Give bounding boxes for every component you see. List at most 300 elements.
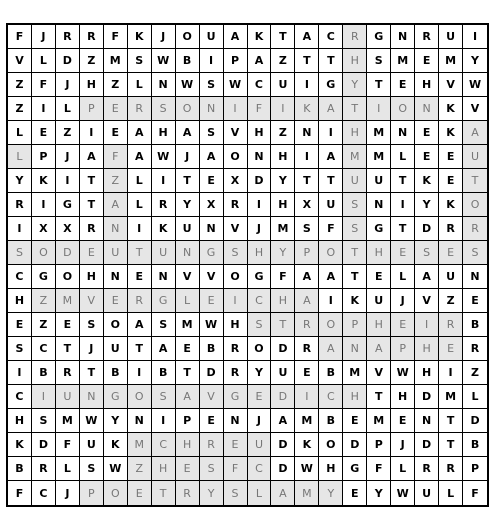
grid-cell[interactable]: A xyxy=(319,265,343,289)
grid-cell[interactable]: T xyxy=(439,433,463,457)
grid-cell[interactable]: S xyxy=(343,217,367,241)
grid-cell[interactable]: C xyxy=(8,385,32,409)
grid-cell[interactable]: T xyxy=(391,169,415,193)
grid-cell[interactable]: C xyxy=(319,385,343,409)
grid-cell[interactable]: X xyxy=(224,169,248,193)
grid-cell[interactable]: G xyxy=(152,289,176,313)
grid-cell[interactable]: Y xyxy=(271,169,295,193)
grid-cell[interactable]: U xyxy=(104,241,128,265)
grid-cell[interactable]: T xyxy=(319,49,343,73)
grid-cell[interactable]: W xyxy=(200,313,224,337)
grid-cell[interactable]: T xyxy=(295,49,319,73)
grid-cell[interactable]: K xyxy=(32,169,56,193)
grid-cell[interactable]: J xyxy=(32,25,56,49)
grid-cell[interactable]: H xyxy=(343,121,367,145)
grid-cell[interactable]: O xyxy=(32,241,56,265)
grid-cell[interactable]: N xyxy=(343,337,367,361)
grid-cell[interactable]: A xyxy=(295,289,319,313)
grid-cell[interactable]: E xyxy=(415,49,439,73)
grid-cell[interactable]: T xyxy=(319,169,343,193)
grid-cell[interactable]: T xyxy=(439,409,463,433)
grid-cell[interactable]: T xyxy=(367,385,391,409)
grid-cell[interactable]: Z xyxy=(32,313,56,337)
grid-cell[interactable]: H xyxy=(176,433,200,457)
grid-cell[interactable]: L xyxy=(248,481,272,505)
grid-cell[interactable]: A xyxy=(415,265,439,289)
grid-cell[interactable]: S xyxy=(224,481,248,505)
grid-cell[interactable]: J xyxy=(56,145,80,169)
grid-cell[interactable]: S xyxy=(152,385,176,409)
grid-cell[interactable]: A xyxy=(463,121,487,145)
grid-cell[interactable]: W xyxy=(80,409,104,433)
grid-cell[interactable]: E xyxy=(224,433,248,457)
grid-cell[interactable]: R xyxy=(8,193,32,217)
grid-cell[interactable]: R xyxy=(176,481,200,505)
grid-cell[interactable]: P xyxy=(80,97,104,121)
grid-cell[interactable]: U xyxy=(200,25,224,49)
grid-cell[interactable]: E xyxy=(176,457,200,481)
grid-cell[interactable]: T xyxy=(128,337,152,361)
grid-cell[interactable]: S xyxy=(248,313,272,337)
grid-cell[interactable]: K xyxy=(439,193,463,217)
grid-cell[interactable]: R xyxy=(415,25,439,49)
grid-cell[interactable]: N xyxy=(80,385,104,409)
grid-cell[interactable]: U xyxy=(319,193,343,217)
grid-cell[interactable]: G xyxy=(319,73,343,97)
grid-cell[interactable]: S xyxy=(224,241,248,265)
grid-cell[interactable]: G xyxy=(224,385,248,409)
grid-cell[interactable]: I xyxy=(271,97,295,121)
grid-cell[interactable]: O xyxy=(463,193,487,217)
grid-cell[interactable]: N xyxy=(367,193,391,217)
grid-cell[interactable]: N xyxy=(224,409,248,433)
grid-cell[interactable]: H xyxy=(367,241,391,265)
grid-cell[interactable]: X xyxy=(200,193,224,217)
grid-cell[interactable]: L xyxy=(391,265,415,289)
grid-cell[interactable]: I xyxy=(32,97,56,121)
grid-cell[interactable]: C xyxy=(248,457,272,481)
grid-cell[interactable]: E xyxy=(391,313,415,337)
grid-cell[interactable]: I xyxy=(32,385,56,409)
grid-cell[interactable]: V xyxy=(367,361,391,385)
grid-cell[interactable]: L xyxy=(391,145,415,169)
grid-cell[interactable]: U xyxy=(248,433,272,457)
grid-cell[interactable]: E xyxy=(56,313,80,337)
grid-cell[interactable]: Y xyxy=(200,481,224,505)
grid-cell[interactable]: A xyxy=(200,145,224,169)
grid-cell[interactable]: N xyxy=(415,97,439,121)
grid-cell[interactable]: H xyxy=(224,313,248,337)
grid-cell[interactable]: M xyxy=(439,385,463,409)
grid-cell[interactable]: A xyxy=(248,49,272,73)
grid-cell[interactable]: U xyxy=(176,217,200,241)
grid-cell[interactable]: I xyxy=(391,193,415,217)
grid-cell[interactable]: B xyxy=(32,361,56,385)
grid-cell[interactable]: D xyxy=(32,433,56,457)
grid-cell[interactable]: A xyxy=(104,193,128,217)
grid-cell[interactable]: A xyxy=(176,121,200,145)
grid-cell[interactable]: D xyxy=(56,241,80,265)
grid-cell[interactable]: J xyxy=(152,25,176,49)
grid-cell[interactable]: I xyxy=(128,361,152,385)
grid-cell[interactable]: M xyxy=(295,409,319,433)
grid-cell[interactable]: S xyxy=(80,457,104,481)
grid-cell[interactable]: R xyxy=(343,25,367,49)
grid-cell[interactable]: H xyxy=(391,385,415,409)
grid-cell[interactable]: N xyxy=(176,241,200,265)
grid-cell[interactable]: W xyxy=(104,457,128,481)
grid-cell[interactable]: N xyxy=(200,97,224,121)
grid-cell[interactable]: H xyxy=(271,145,295,169)
grid-cell[interactable]: L xyxy=(8,145,32,169)
grid-cell[interactable]: H xyxy=(415,73,439,97)
grid-cell[interactable]: S xyxy=(80,313,104,337)
grid-cell[interactable]: P xyxy=(367,433,391,457)
grid-cell[interactable]: P xyxy=(463,457,487,481)
grid-cell[interactable]: I xyxy=(295,73,319,97)
grid-cell[interactable]: R xyxy=(295,313,319,337)
grid-cell[interactable]: E xyxy=(391,409,415,433)
grid-cell[interactable]: E xyxy=(200,289,224,313)
grid-cell[interactable]: O xyxy=(319,241,343,265)
grid-cell[interactable]: H xyxy=(271,289,295,313)
grid-cell[interactable]: B xyxy=(104,361,128,385)
grid-cell[interactable]: I xyxy=(415,313,439,337)
grid-cell[interactable]: E xyxy=(200,169,224,193)
grid-cell[interactable]: S xyxy=(200,121,224,145)
grid-cell[interactable]: D xyxy=(343,433,367,457)
grid-cell[interactable]: R xyxy=(56,25,80,49)
grid-cell[interactable]: Z xyxy=(80,49,104,73)
grid-cell[interactable]: W xyxy=(391,481,415,505)
grid-cell[interactable]: R xyxy=(295,337,319,361)
grid-cell[interactable]: T xyxy=(56,337,80,361)
grid-cell[interactable]: G xyxy=(200,241,224,265)
grid-cell[interactable]: N xyxy=(152,265,176,289)
grid-cell[interactable]: E xyxy=(80,241,104,265)
grid-cell[interactable]: K xyxy=(439,121,463,145)
grid-cell[interactable]: E xyxy=(463,289,487,313)
grid-cell[interactable]: E xyxy=(343,481,367,505)
grid-cell[interactable]: M xyxy=(128,433,152,457)
grid-cell[interactable]: Z xyxy=(104,169,128,193)
grid-cell[interactable]: Y xyxy=(319,481,343,505)
grid-cell[interactable]: M xyxy=(176,313,200,337)
grid-cell[interactable]: T xyxy=(176,169,200,193)
grid-cell[interactable]: W xyxy=(176,73,200,97)
grid-cell[interactable]: I xyxy=(463,25,487,49)
grid-cell[interactable]: O xyxy=(176,97,200,121)
grid-cell[interactable]: J xyxy=(56,481,80,505)
grid-cell[interactable]: S xyxy=(295,217,319,241)
grid-cell[interactable]: K xyxy=(128,25,152,49)
grid-cell[interactable]: H xyxy=(80,73,104,97)
grid-cell[interactable]: T xyxy=(152,481,176,505)
grid-cell[interactable]: V xyxy=(176,265,200,289)
grid-cell[interactable]: F xyxy=(56,433,80,457)
grid-cell[interactable]: V xyxy=(463,97,487,121)
grid-cell[interactable]: Y xyxy=(176,193,200,217)
grid-cell[interactable]: D xyxy=(415,385,439,409)
grid-cell[interactable]: D xyxy=(415,217,439,241)
grid-cell[interactable]: O xyxy=(176,25,200,49)
grid-cell[interactable]: B xyxy=(152,361,176,385)
grid-cell[interactable]: C xyxy=(8,265,32,289)
grid-cell[interactable]: F xyxy=(271,265,295,289)
grid-cell[interactable]: O xyxy=(224,145,248,169)
grid-cell[interactable]: S xyxy=(8,241,32,265)
grid-cell[interactable]: S xyxy=(8,337,32,361)
grid-cell[interactable]: O xyxy=(391,97,415,121)
grid-cell[interactable]: C xyxy=(248,73,272,97)
grid-cell[interactable]: S xyxy=(152,313,176,337)
grid-cell[interactable]: M xyxy=(56,289,80,313)
grid-cell[interactable]: A xyxy=(128,121,152,145)
grid-cell[interactable]: L xyxy=(8,121,32,145)
grid-cell[interactable]: E xyxy=(415,121,439,145)
grid-cell[interactable]: T xyxy=(80,193,104,217)
grid-cell[interactable]: B xyxy=(176,49,200,73)
grid-cell[interactable]: Z xyxy=(128,457,152,481)
grid-cell[interactable]: C xyxy=(152,433,176,457)
grid-cell[interactable]: N xyxy=(152,73,176,97)
grid-cell[interactable]: N xyxy=(104,217,128,241)
grid-cell[interactable]: V xyxy=(80,289,104,313)
grid-cell[interactable]: R xyxy=(80,25,104,49)
grid-cell[interactable]: M xyxy=(56,409,80,433)
grid-cell[interactable]: F xyxy=(8,481,32,505)
grid-cell[interactable]: E xyxy=(248,385,272,409)
grid-cell[interactable]: S xyxy=(128,49,152,73)
grid-cell[interactable]: I xyxy=(439,361,463,385)
grid-cell[interactable]: C xyxy=(319,25,343,49)
grid-cell[interactable]: Y xyxy=(271,241,295,265)
grid-cell[interactable]: I xyxy=(295,145,319,169)
grid-cell[interactable]: L xyxy=(128,193,152,217)
grid-cell[interactable]: V xyxy=(8,49,32,73)
grid-cell[interactable]: H xyxy=(343,385,367,409)
grid-cell[interactable]: E xyxy=(439,241,463,265)
grid-cell[interactable]: R xyxy=(152,193,176,217)
grid-cell[interactable]: M xyxy=(367,121,391,145)
grid-cell[interactable]: D xyxy=(271,457,295,481)
grid-cell[interactable]: L xyxy=(56,97,80,121)
grid-cell[interactable]: L xyxy=(32,49,56,73)
grid-cell[interactable]: S xyxy=(463,241,487,265)
grid-cell[interactable]: U xyxy=(343,169,367,193)
grid-cell[interactable]: V xyxy=(224,217,248,241)
grid-cell[interactable]: Y xyxy=(343,73,367,97)
grid-cell[interactable]: L xyxy=(391,457,415,481)
grid-cell[interactable]: M xyxy=(343,145,367,169)
grid-cell[interactable]: C xyxy=(248,289,272,313)
grid-cell[interactable]: N xyxy=(391,121,415,145)
grid-cell[interactable]: R xyxy=(224,361,248,385)
grid-cell[interactable]: S xyxy=(367,49,391,73)
grid-cell[interactable]: N xyxy=(463,265,487,289)
grid-cell[interactable]: U xyxy=(80,433,104,457)
grid-cell[interactable]: A xyxy=(271,481,295,505)
grid-cell[interactable]: S xyxy=(152,97,176,121)
grid-cell[interactable]: M xyxy=(295,481,319,505)
grid-cell[interactable]: Z xyxy=(271,121,295,145)
grid-cell[interactable]: I xyxy=(367,97,391,121)
grid-cell[interactable]: E xyxy=(439,169,463,193)
grid-cell[interactable]: S xyxy=(200,73,224,97)
grid-cell[interactable]: R xyxy=(439,313,463,337)
grid-cell[interactable]: W xyxy=(152,145,176,169)
grid-cell[interactable]: V xyxy=(200,385,224,409)
grid-cell[interactable]: A xyxy=(224,25,248,49)
grid-cell[interactable]: R xyxy=(80,217,104,241)
grid-cell[interactable]: T xyxy=(295,169,319,193)
grid-cell[interactable]: P xyxy=(32,145,56,169)
grid-cell[interactable]: D xyxy=(200,361,224,385)
grid-cell[interactable]: O xyxy=(128,385,152,409)
grid-cell[interactable]: D xyxy=(463,409,487,433)
grid-cell[interactable]: Y xyxy=(248,361,272,385)
grid-cell[interactable]: F xyxy=(248,97,272,121)
grid-cell[interactable]: H xyxy=(80,265,104,289)
grid-cell[interactable]: E xyxy=(104,97,128,121)
grid-cell[interactable]: E xyxy=(104,121,128,145)
grid-cell[interactable]: F xyxy=(224,457,248,481)
grid-cell[interactable]: A xyxy=(271,409,295,433)
grid-cell[interactable]: A xyxy=(176,385,200,409)
grid-cell[interactable]: H xyxy=(152,457,176,481)
grid-cell[interactable]: U xyxy=(56,385,80,409)
grid-cell[interactable]: U xyxy=(439,265,463,289)
grid-cell[interactable]: T xyxy=(343,97,367,121)
grid-cell[interactable]: F xyxy=(471,486,479,500)
grid-cell[interactable]: R xyxy=(224,337,248,361)
grid-cell[interactable]: G xyxy=(248,265,272,289)
grid-cell[interactable]: X xyxy=(32,217,56,241)
grid-cell[interactable]: T xyxy=(176,361,200,385)
grid-cell[interactable]: P xyxy=(176,409,200,433)
grid-cell[interactable]: J xyxy=(80,337,104,361)
grid-cell[interactable]: E xyxy=(391,241,415,265)
grid-cell[interactable]: I xyxy=(224,289,248,313)
grid-cell[interactable]: A xyxy=(319,97,343,121)
grid-cell[interactable]: J xyxy=(248,217,272,241)
grid-cell[interactable]: E xyxy=(343,409,367,433)
grid-cell[interactable]: U xyxy=(367,289,391,313)
grid-cell[interactable]: H xyxy=(343,49,367,73)
grid-cell[interactable]: K xyxy=(104,433,128,457)
grid-cell[interactable]: B xyxy=(463,433,487,457)
grid-cell[interactable]: R xyxy=(415,457,439,481)
grid-cell[interactable]: K xyxy=(152,217,176,241)
grid-cell[interactable]: T xyxy=(271,25,295,49)
grid-cell[interactable]: R xyxy=(128,289,152,313)
grid-cell[interactable]: F xyxy=(8,25,32,49)
grid-cell[interactable]: H xyxy=(271,193,295,217)
grid-cell[interactable]: V xyxy=(200,265,224,289)
grid-cell[interactable]: A xyxy=(128,145,152,169)
grid-cell[interactable]: K xyxy=(295,97,319,121)
grid-cell[interactable]: S xyxy=(200,457,224,481)
grid-cell[interactable]: R xyxy=(56,361,80,385)
grid-cell[interactable]: Z xyxy=(104,73,128,97)
grid-cell[interactable]: W xyxy=(295,457,319,481)
grid-cell[interactable]: O xyxy=(248,337,272,361)
grid-cell[interactable]: B xyxy=(319,409,343,433)
grid-cell[interactable]: K xyxy=(295,433,319,457)
grid-cell[interactable]: W xyxy=(463,73,487,97)
grid-cell[interactable]: N xyxy=(415,409,439,433)
grid-cell[interactable]: Z xyxy=(8,97,32,121)
grid-cell[interactable]: Z xyxy=(463,361,487,385)
grid-cell[interactable]: H xyxy=(415,361,439,385)
grid-cell[interactable]: D xyxy=(248,169,272,193)
grid-cell[interactable]: O xyxy=(319,313,343,337)
grid-cell[interactable]: I xyxy=(128,217,152,241)
grid-cell[interactable]: U xyxy=(415,481,439,505)
grid-cell[interactable]: U xyxy=(271,361,295,385)
grid-cell[interactable]: Z xyxy=(271,49,295,73)
grid-cell[interactable]: L xyxy=(439,481,463,505)
grid-cell[interactable]: N xyxy=(295,121,319,145)
grid-cell[interactable]: G xyxy=(32,265,56,289)
grid-cell[interactable]: E xyxy=(200,409,224,433)
grid-cell[interactable]: O xyxy=(224,265,248,289)
grid-cell[interactable]: D xyxy=(56,49,80,73)
grid-cell[interactable]: T xyxy=(343,265,367,289)
grid-cell[interactable]: A xyxy=(128,313,152,337)
grid-cell[interactable]: I xyxy=(80,121,104,145)
grid-cell[interactable]: W xyxy=(391,361,415,385)
grid-cell[interactable]: J xyxy=(248,409,272,433)
grid-cell[interactable]: M xyxy=(271,217,295,241)
grid-cell[interactable]: M xyxy=(367,409,391,433)
grid-cell[interactable]: Y xyxy=(8,169,32,193)
grid-cell[interactable]: O xyxy=(319,433,343,457)
grid-cell[interactable]: F xyxy=(367,457,391,481)
grid-cell[interactable]: W xyxy=(152,49,176,73)
grid-cell[interactable]: A xyxy=(152,337,176,361)
grid-cell[interactable]: I xyxy=(8,217,32,241)
grid-cell[interactable]: S xyxy=(343,193,367,217)
grid-cell[interactable]: R xyxy=(463,217,487,241)
grid-cell[interactable]: N xyxy=(128,409,152,433)
grid-cell[interactable]: D xyxy=(271,337,295,361)
grid-cell[interactable]: T xyxy=(367,73,391,97)
grid-cell[interactable]: E xyxy=(367,265,391,289)
grid-cell[interactable]: S xyxy=(32,409,56,433)
grid-cell[interactable]: K xyxy=(343,289,367,313)
grid-cell[interactable]: U xyxy=(439,25,463,49)
grid-cell[interactable]: Z xyxy=(56,121,80,145)
grid-cell[interactable]: B xyxy=(8,457,32,481)
grid-cell[interactable]: J xyxy=(56,73,80,97)
grid-cell[interactable]: J xyxy=(391,289,415,313)
grid-cell[interactable]: Y xyxy=(104,409,128,433)
grid-cell[interactable]: B xyxy=(463,313,487,337)
grid-cell[interactable]: P xyxy=(343,313,367,337)
grid-cell[interactable]: H xyxy=(248,121,272,145)
grid-cell[interactable]: K xyxy=(439,97,463,121)
grid-cell[interactable]: H xyxy=(152,121,176,145)
grid-cell[interactable]: H xyxy=(248,241,272,265)
grid-cell[interactable]: F xyxy=(32,73,56,97)
grid-cell[interactable]: N xyxy=(104,265,128,289)
grid-cell[interactable]: D xyxy=(271,433,295,457)
grid-cell[interactable]: Y xyxy=(463,49,487,73)
grid-cell[interactable]: G xyxy=(56,193,80,217)
grid-cell[interactable]: I xyxy=(224,97,248,121)
grid-cell[interactable]: O xyxy=(56,265,80,289)
